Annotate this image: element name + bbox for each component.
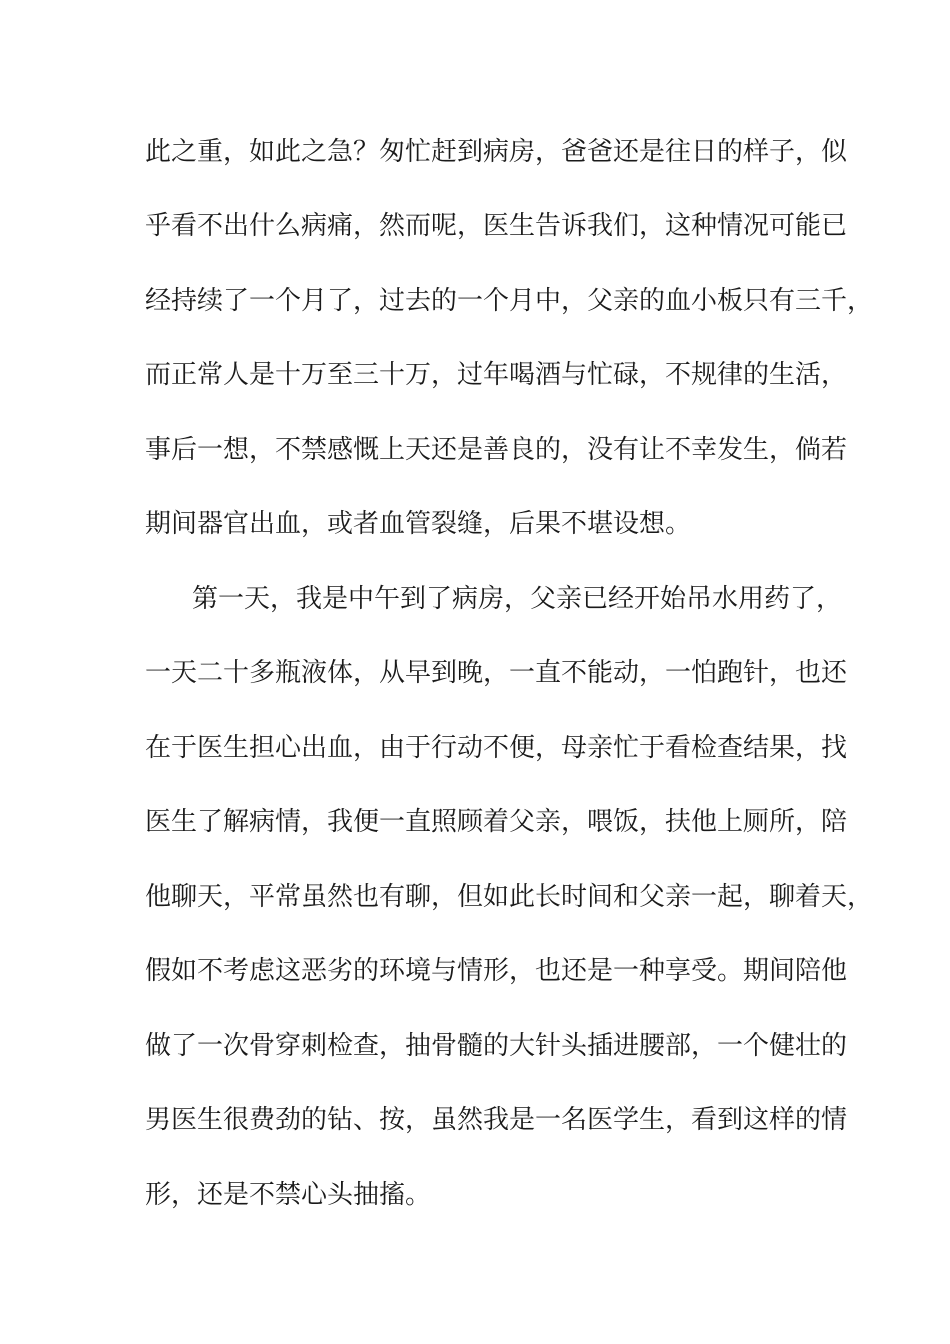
paragraph-line: 乎看不出什么病痛，然而呢，医生告诉我们，这种情况可能已 <box>145 211 848 241</box>
paragraph-line: 第一天，我是中午到了病房，父亲已经开始吊水用药了， <box>192 584 843 614</box>
paragraph-line: 形，还是不禁心头抽搐。 <box>145 1180 432 1210</box>
paragraph-line: 一天二十多瓶液体，从早到晚，一直不能动，一怕跑针，也还 <box>145 658 848 688</box>
paragraph-line: 经持续了一个月了，过去的一个月中，父亲的血小板只有三千， <box>145 286 874 316</box>
paragraph-line: 而正常人是十万至三十万，过年喝酒与忙碌，不规律的生活， <box>145 360 848 390</box>
paragraph-line: 事后一想，不禁感慨上天还是善良的，没有让不幸发生，倘若 <box>145 435 848 465</box>
paragraph-line: 他聊天，平常虽然也有聊，但如此长时间和父亲一起，聊着天， <box>145 882 874 912</box>
paragraph-line: 做了一次骨穿刺检查，抽骨髓的大针头插进腰部，一个健壮的 <box>145 1031 848 1061</box>
paragraph-line: 期间器官出血，或者血管裂缝，后果不堪设想。 <box>145 509 692 539</box>
paragraph-line: 男医生很费劲的钻、按，虽然我是一名医学生，看到这样的情 <box>145 1105 848 1135</box>
paragraph-line: 在于医生担心出血，由于行动不便，母亲忙于看检查结果，找 <box>145 733 848 763</box>
paragraph-line: 假如不考虑这恶劣的环境与情形，也还是一种享受。期间陪他 <box>145 956 848 986</box>
paragraph-line: 医生了解病情，我便一直照顾着父亲，喂饭，扶他上厕所，陪 <box>145 807 848 837</box>
paragraph-line: 此之重，如此之急？匆忙赶到病房，爸爸还是往日的样子，似 <box>145 137 848 167</box>
